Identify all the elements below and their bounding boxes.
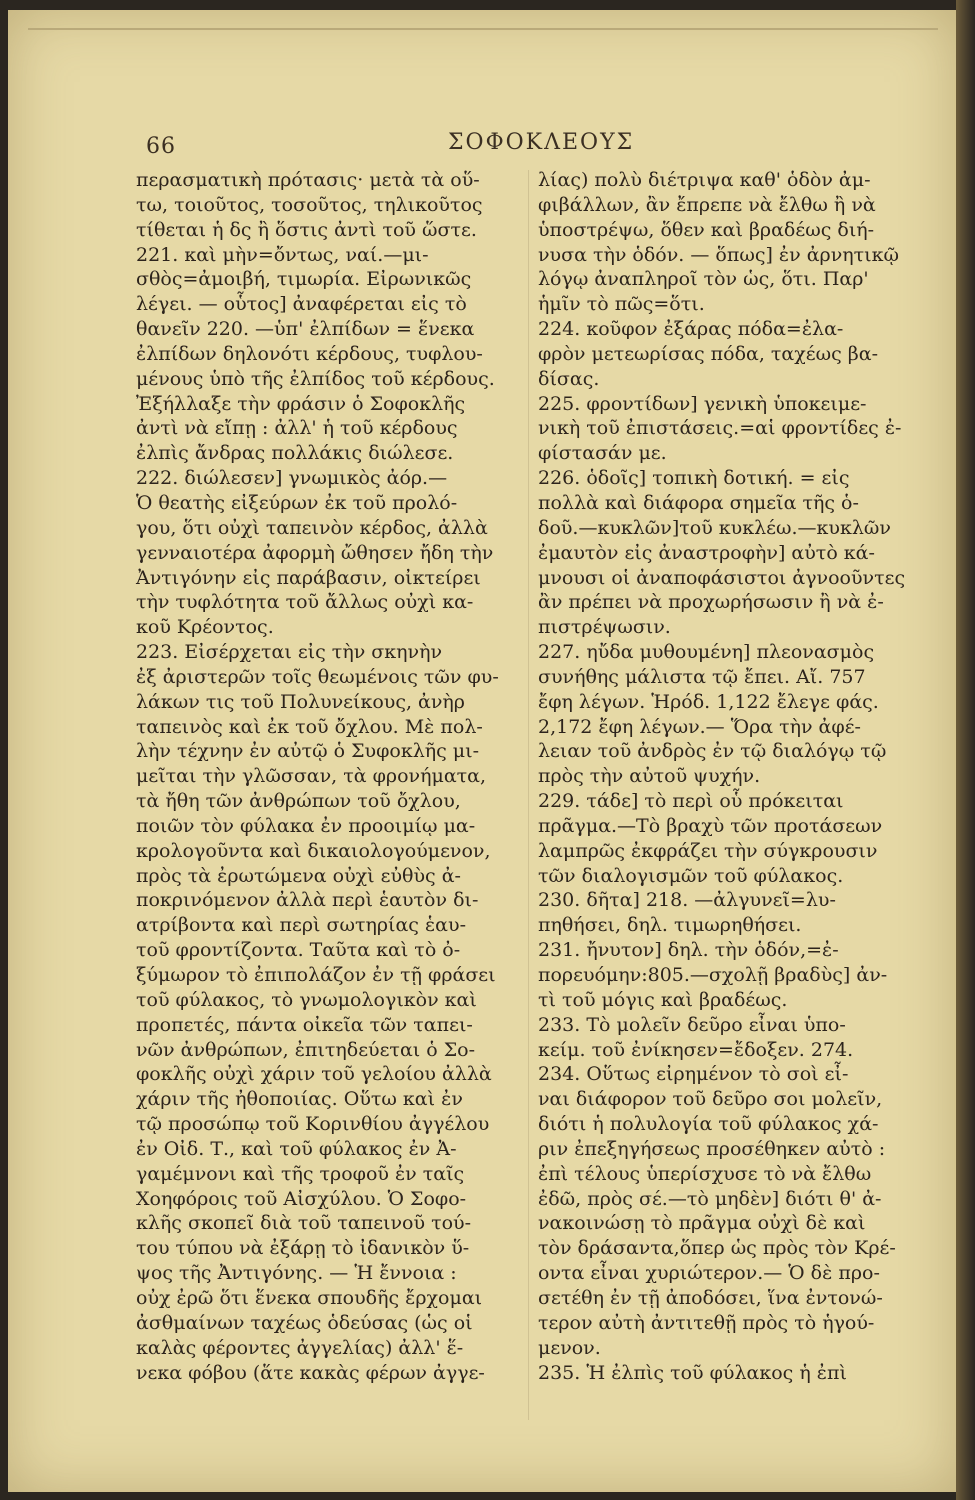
right-column-line: ἐδῶ, πρὸς σέ.—τὸ μηδὲν] διότι θ' ἀ-: [538, 1187, 882, 1210]
right-column-line: κείμ. τοῦ ἐνίκησεν=ἔδοξεν. 274.: [538, 1038, 854, 1061]
left-column-line: τὰ ἤθη τῶν ἀνθρώπων τοῦ ὄχλου,: [136, 790, 461, 813]
right-column-line: 235. Ἡ ἐλπὶς τοῦ φύλακος ἡ ἐπὶ: [538, 1361, 847, 1384]
left-column-line: κοῦ Κρέοντος.: [136, 616, 274, 639]
left-column-line: περασματικὴ πρότασις· μετὰ τὰ οὕ-: [136, 169, 480, 191]
right-column-line: τερον αὐτὴ ἀντιτεθῇ πρὸς τὸ ἡγού-: [538, 1311, 875, 1334]
right-column-line: δίσας.: [538, 367, 600, 390]
right-column-line: φρὸν μετεωρίσας πόδα, ταχέως βα-: [538, 342, 879, 365]
left-column-line: μένους ὑπὸ τῆς ἐλπίδος τοῦ κέρδους.: [136, 367, 495, 390]
left-column-line: τίθεται ἡ δς ἢ ὅστις ἀντὶ τοῦ ὥστε.: [136, 218, 477, 241]
right-column-line: τὶ τοῦ μόγις καὶ βραδέως.: [538, 988, 788, 1011]
right-column-line: 224. κοῦφον ἐξάρας πόδα=ἐλα-: [538, 318, 844, 341]
right-column-line: συνήθης μάλιστα τῷ ἔπει. Αἴ. 757: [538, 665, 866, 688]
left-column-line: 223. Εἰσέρχεται εἰς τὴν σκηνὴν: [136, 641, 443, 664]
left-column-line: του τύπου νὰ ἐξάρῃ τὸ ἰδανικὸν ὕ-: [136, 1237, 470, 1260]
right-column-line: νακοινώσῃ τὸ πρᾶγμα οὐχὶ δὲ καὶ: [538, 1212, 866, 1235]
right-column-line: ἂν πρέπει νὰ προχωρήσωσιν ἢ νὰ ἐ-: [538, 591, 884, 614]
left-column-line: λάκων τις τοῦ Πολυνείκους, ἀνὴρ: [136, 690, 465, 713]
left-column-line: χάριν τῆς ἠθοποιίας. Οὕτω καὶ ἐν: [136, 1088, 463, 1111]
right-column-line: ριν ἐπεξηγήσεως προσέθηκεν αὐτὸ :: [538, 1137, 886, 1160]
left-column-line: Ὁ θεατὴς εἰξεύρων ἐκ τοῦ προλό-: [136, 491, 458, 514]
right-column-line: ἐπὶ τέλους ὑπερίσχυσε τὸ νὰ ἔλθω: [538, 1162, 872, 1185]
left-column-line: ἀσθμαίνων ταχέως ὁδεύσας (ὡς οἱ: [136, 1311, 473, 1334]
right-column-line: 2,172 ἔφη λέγων.— Ὅρα τὴν ἀφέ-: [538, 715, 861, 738]
right-column-line: 226. ὁδοῖς] τοπικὴ δοτική. = εἰς: [538, 467, 850, 490]
left-column-line: μεῖται τὴν γλῶσσαν, τὰ φρονήματα,: [136, 765, 487, 788]
left-column-line: ἐξ ἀριστερῶν τοῖς θεωμένοις τῶν φυ-: [136, 665, 499, 688]
right-column-line: λίας) πολὺ διέτριψα καθ' ὁδὸν ἀμ-: [538, 169, 871, 191]
left-column-line: φοκλῆς οὐχὶ χάριν τοῦ γελοίου ἀλλὰ: [136, 1063, 492, 1086]
left-column-line: νῶν ἀνθρώπων, ἐπιτηδεύεται ὁ Σο-: [136, 1038, 476, 1061]
left-column-line: καλὰς φέροντες ἀγγελίας) ἀλλ' ἕ-: [136, 1336, 464, 1359]
right-text-column: [538, 168, 906, 1385]
right-column-line: πηθήσει, δηλ. τιμωρηθήσει.: [538, 914, 802, 937]
page-number: 66: [146, 134, 176, 159]
right-column-line: 225. φροντίδων] γενικὴ ὑποκειμε-: [538, 392, 867, 415]
right-column-line: πρὸς τὴν αὐτοῦ ψυχήν.: [538, 765, 761, 788]
right-column-line: μνουσι οἱ ἀναποφάσιστοι ἀγνοοῦντες: [538, 566, 906, 589]
left-column-line: ποκρινόμενον ἀλλὰ περὶ ἑαυτὸν δι-: [136, 889, 479, 912]
left-column-line: Χοηφόροις τοῦ Αἰσχύλου. Ὁ Σοφο-: [136, 1187, 467, 1210]
right-column-line: 231. ἤνυτον] δηλ. τὴν ὁδόν,=ἐ-: [538, 939, 839, 962]
right-column-line: φιβάλλων, ἂν ἔπρεπε νὰ ἔλθω ἢ νὰ: [538, 193, 876, 216]
right-column-line: νυσα τὴν ὁδόν. — ὅπως] ἐν ἀρνητικῷ: [538, 243, 899, 266]
right-column-line: μενον.: [538, 1336, 601, 1359]
right-column-line: 233. Τὸ μολεῖν δεῦρο εἶναι ὑπο-: [538, 1013, 846, 1036]
right-column-line: πιστρέψωσιν.: [538, 616, 671, 639]
running-head-title: ΣΟΦΟΚΛΕΟΥΣ: [448, 130, 635, 155]
left-column-line: ψος τῆς Ἀντιγόνης. — Ἡ ἔννοια :: [136, 1262, 457, 1285]
left-column-line: Ἐξήλλαξε τὴν φράσιν ὁ Σοφοκλῆς: [136, 392, 466, 415]
right-column-line: δοῦ.—κυκλῶν]τοῦ κυκλέω.—κυκλῶν: [538, 516, 891, 539]
left-column-line: γαμέμνονι καὶ τῆς τροφοῦ ἐν ταῖς: [136, 1162, 465, 1185]
left-column-line: ἀντὶ νὰ εἴπῃ : ἀλλ' ἡ τοῦ κέρδους: [136, 417, 458, 440]
left-column-line: κρολογοῦντα καὶ δικαιολογούμενον,: [136, 839, 491, 862]
left-column-line: ἐλπὶς ἄνδρας πολλάκις διώλεσε.: [136, 442, 454, 465]
left-column-line: τῷ προσώπῳ τοῦ Κορινθίου ἀγγέλου: [136, 1113, 490, 1136]
left-column-line: τὴν τυφλότητα τοῦ ἄλλως οὐχὶ κα-: [136, 591, 474, 614]
left-column-line: ξύμωρον τὸ ἐπιπολάζον ἐν τῇ φράσει: [136, 964, 496, 986]
right-column-line: νικὴ τοῦ ἐπιστάσεις.=αἱ φροντίδες ἐ-: [538, 417, 902, 440]
right-column-line: πολλὰ καὶ διάφορα σημεῖα τῆς ὁ-: [538, 491, 859, 514]
left-column-line: οὐχ ἐρῶ ὅτι ἕνεκα σπουδῆς ἔρχομαι: [136, 1286, 483, 1309]
left-column-line: κλῆς σκοπεῖ διὰ τοῦ ταπεινοῦ τού-: [136, 1212, 472, 1235]
right-column-line: πορευόμην:805.—σχολῇ βραδὺς] ἀν-: [538, 964, 888, 986]
right-column-line: τὸν δράσαντα,ὅπερ ὡς πρὸς τὸν Κρέ-: [538, 1237, 896, 1260]
right-column-line: λόγῳ ἀναπληροῖ τὸν ὡς, ὅτι. Παρ': [538, 268, 869, 291]
right-column-line: λαμπρῶς ἐκφράζει τὴν σύγκρουσιν: [538, 839, 878, 862]
top-edge-rule: [28, 28, 938, 30]
right-column-line: 227. ηὔδα μυθουμένη] πλεονασμὸς: [538, 641, 875, 664]
left-text-column: [136, 168, 524, 1385]
right-column-line: διότι ἡ πολυλογία τοῦ φύλακος χά-: [538, 1113, 879, 1136]
right-column-line: σετέθη ἐν τῇ ἀποδόσει, ἵνα ἐντονώ-: [538, 1286, 883, 1309]
left-column-line: γου, ὅτι οὐχὶ ταπεινὸν κέρδος, ἀλλὰ: [136, 516, 488, 539]
left-column-line: 222. διώλεσεν] γνωμικὸς ἀόρ.—: [136, 467, 448, 490]
left-column-line: γενναιοτέρα ἀφορμὴ ὤθησεν ἤδη τὴν: [136, 541, 494, 564]
right-column-line: 234. Οὕτως εἰρημένον τὸ σοὶ εἶ-: [538, 1063, 849, 1086]
left-column-line: πρὸς τὰ ἐρωτώμενα οὐχὶ εὐθὺς ἀ-: [136, 864, 461, 887]
left-column-line: σθὸς=ἀμοιβή, τιμωρία. Εἰρωνικῶς: [136, 268, 472, 291]
right-column-line: ἐμαυτὸν εἰς ἀναστροφὴν] αὐτὸ κά-: [538, 541, 875, 564]
left-column-line: ποιῶν τὸν φύλακα ἐν προοιμίῳ μα-: [136, 814, 476, 837]
left-column-line: τοῦ φροντίζοντα. Ταῦτα καὶ τὸ ὀ-: [136, 939, 461, 962]
right-column-line: 229. τάδε] τὸ περὶ οὗ πρόκειται: [538, 790, 844, 813]
left-column-line: 221. καὶ μὴν=ὄντως, ναί.—μι-: [136, 243, 429, 266]
left-column-line: τω, τοιοῦτος, τοσοῦτος, τηλικοῦτος: [136, 193, 483, 216]
right-column-line: τῶν διαλογισμῶν τοῦ φύλακος.: [538, 864, 844, 887]
right-column-line: ἔφη λέγων. Ἡρόδ. 1,122 ἔλεγε φάς.: [538, 690, 879, 713]
left-column-line: προπετές, πάντα οἰκεῖα τῶν ταπει-: [136, 1013, 473, 1036]
left-column-line: νεκα φόβου (ἅτε κακὰς φέρων ἀγγε-: [136, 1361, 485, 1384]
left-column-line: λέγει. — οὗτος] ἀναφέρεται εἰς τὸ: [136, 293, 467, 316]
left-column-line: λὴν τέχνην ἐν αὐτῷ ὁ Συφοκλῆς μι-: [136, 740, 480, 763]
right-column-line: ναι διάφορον τοῦ δεῦρο σοι μολεῖν,: [538, 1088, 883, 1111]
right-column-line: φίστασάν με.: [538, 442, 667, 465]
left-column-line: ατρίβοντα καὶ περὶ σωτηρίας ἑαυ-: [136, 914, 466, 937]
left-column-line: ἐλπίδων δηλονότι κέρδους, τυφλου-: [136, 342, 483, 365]
right-column-line: οντα εἶναι χυριώτερον.— Ὁ δὲ προ-: [538, 1262, 880, 1285]
left-column-line: θανεῖν 220. —ὑπ' ἐλπίδων = ἕνεκα: [136, 318, 475, 341]
page-edge-shadow: [956, 0, 975, 1500]
left-column-line: τοῦ φύλακος, τὸ γνωμολογικὸν καὶ: [136, 988, 477, 1011]
column-gutter: [528, 170, 529, 1420]
right-column-line: 230. δῆτα] 218. —ἀλγυνεῖ=λυ-: [538, 889, 836, 912]
left-column-line: ταπεινὸς καὶ ἐκ τοῦ ὄχλου. Μὲ πολ-: [136, 715, 483, 738]
right-column-line: ἡμῖν τὸ πῶς=ὅτι.: [538, 293, 705, 316]
right-column-line: ὑποστρέψω, ὅθεν καὶ βραδέως διή-: [538, 218, 875, 241]
left-column-line: ἐν Οἰδ. Τ., καὶ τοῦ φύλακος ἐν Ἀ-: [136, 1137, 457, 1160]
left-column-line: Ἀντιγόνην εἰς παράβασιν, οἰκτείρει: [136, 566, 481, 589]
right-column-line: πρᾶγμα.—Τὸ βραχὺ τῶν προτάσεων: [538, 814, 883, 837]
right-column-line: λειαν τοῦ ἀνδρὸς ἐν τῷ διαλόγῳ τῷ: [538, 740, 887, 763]
